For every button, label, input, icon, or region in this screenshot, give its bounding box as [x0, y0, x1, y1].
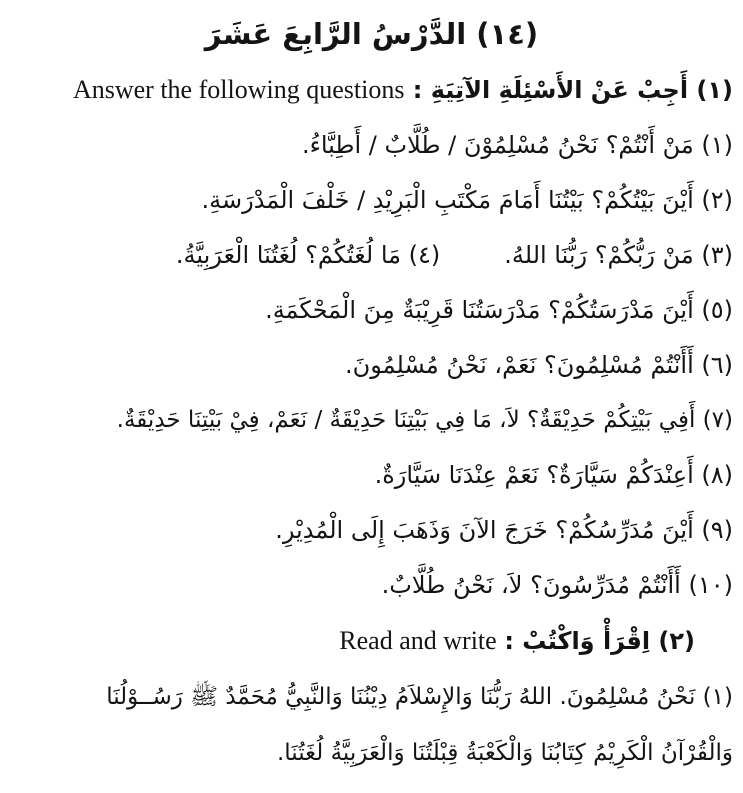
- question-3: (٣) مَنْ رَبُّكُمْ؟ رَبُّنَا اللهُ.: [504, 241, 733, 269]
- question-4: (٤) مَا لُغَتُكُمْ؟ لُغَتُنَا الْعَرَبِيَّةُ.: [175, 241, 441, 269]
- section1-heading: [10, 62, 733, 118]
- question-line-6: (٦) أَأَنْتُمْ مُسْلِمُونَ؟ نَعَمْ، نَحْنُ مُسْلِمُونَ.: [344, 351, 733, 379]
- section2-heading-english: Read and write: [339, 626, 497, 655]
- question-line-1: (١) مَنْ أَنْتُمْ؟ نَحْنُ مُسْلِمُوْنَ / طُلَّابٌ / أَطِبَّاءُ.: [301, 131, 733, 159]
- section2-heading-arabic: (٢) اِقْرَأْ وَاكْتُبْ :: [504, 627, 695, 655]
- section1-heading-arabic: (١) أَجِبْ عَنْ الأَسْئِلَةِ الآتِيَةِ :: [412, 76, 733, 104]
- question-line-5: (٥) أَيْنَ مَدْرَسَتُكُمْ؟ مَدْرَسَتُنَا قَرِيْبَةٌ مِنَ الْمَحْكَمَةِ.: [265, 296, 733, 324]
- section1-heading-english: Answer the following questions: [72, 75, 405, 104]
- question-line-9: (٩) أَيْنَ مُدَرِّسُكُمْ؟ خَرَجَ الآنَ وَذَهَبَ إِلَى الْمُدِيْرِ.: [275, 516, 733, 544]
- lesson-title: (١٤) الدَّرْسُ الرَّابِعَ عَشَرَ: [204, 17, 539, 51]
- section2-heading: [10, 613, 733, 669]
- reading-passage: [10, 669, 733, 781]
- question-line-10: (١٠) أَأَنْتُمْ مُدَرِّسُونَ؟ لاَ، نَحْنُ طُلَّابٌ.: [381, 571, 733, 599]
- question-line-2: (٢) أَيْنَ بَيْتُكُمْ؟ بَيْتُنَا أَمَامَ مَكْتَبِ الْبَرِيْدِ / خَلْفَ الْمَدْرَسَةِ.: [201, 186, 733, 214]
- passage-line-1: (١) نَحْنُ مُسْلِمُونَ. اللهُ رَبُّنَا وَالإِسْلاَمُ دِيْنُنَا وَالنَّبِيُّ مُحَمَّدٌ ﷺ رَسُــوْلُنَا: [106, 684, 733, 710]
- question-line-8: (٨) أَعِنْدَكُمْ سَيَّارَةٌ؟ نَعَمْ عِنْدَنَا سَيَّارَةٌ.: [374, 461, 733, 489]
- passage-line-2: وَالْقُرْآنُ الْكَرِيْمُ كِتَابُنَا وَالْكَعْبَةُ قِبْلَتُنَا وَالْعَرَبِيَّةُ لُغَتُنَا.: [276, 740, 733, 766]
- question-line-7: (٧) أَفِي بَيْتِكُمْ حَدِيْقَةٌ؟ لاَ، مَا فِي بَيْتِنَا حَدِيْقَةٌ / نَعَمْ، فِيْ بَيْتِنَا حَدِيْقَةٌ.: [116, 407, 733, 433]
- question-line-3-4: [10, 228, 733, 283]
